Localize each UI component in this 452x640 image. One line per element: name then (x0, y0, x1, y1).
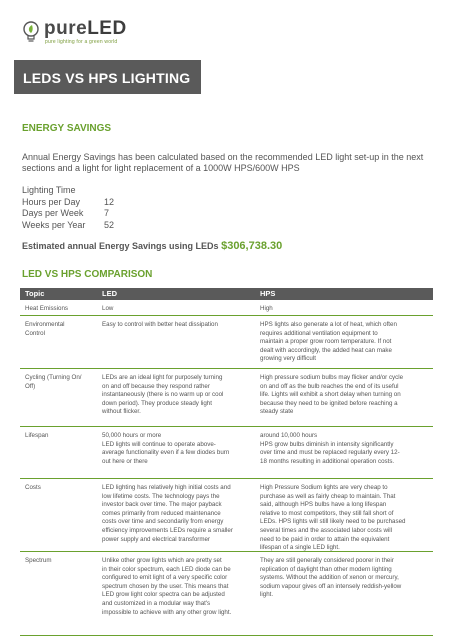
cell-text-line: on and off as the bulb reaches the end of its useful (260, 382, 399, 390)
lighting-time-row-label: Hours per Day (22, 196, 81, 207)
cell-text-line: efficiency improvements LEDs require a smaller (102, 526, 233, 534)
column-header-topic: Topic (25, 289, 45, 298)
cell-text-line: several times and the associated labor costs will (260, 526, 393, 534)
cell-text-line: power supply and electrical transformer (102, 535, 210, 543)
cell-text-line: replication of daylight than other modern lighting (260, 565, 392, 573)
cell-text-line: life. Lights will exhibit a short delay when turning on (260, 391, 401, 399)
cell-text-line: without flicker. (102, 408, 141, 416)
cell-text-line: Cycling (Turning On/ (25, 374, 82, 381)
cell-text-line: Off) (25, 382, 36, 390)
lighting-time-row-label: Weeks per Year (22, 219, 86, 230)
cell-text-line: Unlike other grow lights which are pretty set (102, 557, 222, 564)
cell-text-line: growing very difficult (260, 355, 316, 363)
cell-text-line: steady state (260, 408, 294, 416)
cell-text-line: High Pressure Sodium lights are very cheap to (260, 484, 388, 491)
savings-label: Estimated annual Energy Savings using LEDs (22, 241, 219, 251)
lighting-time-row-value: 52 (104, 219, 115, 230)
cell-text-line: LED lighting has relatively high initial costs and (102, 484, 231, 491)
cell-text-line: maintain a proper grow room temperature. If not (260, 338, 392, 346)
table-row (20, 427, 433, 479)
savings-amount: $306,738.30 (221, 240, 283, 252)
table-cell-topic (25, 321, 97, 338)
cell-text-line: HPS grow bulbs diminish in intensity significantly (260, 440, 394, 448)
cell-text-line: Spectrum (25, 557, 52, 564)
table-row (20, 369, 433, 427)
cell-text-line: over time and must be replaced regularly every 12- (260, 449, 400, 457)
cell-text-line: Low (102, 305, 114, 312)
cell-text-line: Easy to control with better heat dissipation (102, 321, 218, 328)
table-cell-hps (260, 557, 430, 600)
cell-text-line: High pressure sodium bulbs may flicker and/or cycle (260, 374, 404, 381)
column-header-led: LED (102, 289, 117, 298)
savings-summary (22, 240, 282, 252)
cell-text-line: LED lights will continue to operate above- (102, 440, 216, 448)
table-body (20, 300, 433, 636)
logo (22, 18, 222, 50)
table-cell-hps (260, 321, 430, 364)
cell-text-line: LEDs. HPS lights will still likely need to be purchased (260, 518, 406, 526)
cell-text-line: need to be paid in order to attain the equivalent (260, 535, 390, 543)
page-title: LEDS VS HPS LIGHTING (23, 70, 191, 86)
energy-savings-heading: ENERGY SAVINGS (22, 123, 112, 134)
cell-text-line: Control (25, 329, 45, 337)
table-cell-led (102, 374, 252, 417)
column-header-hps: HPS (260, 289, 276, 298)
cell-text-line: systems. Without the addition of xenon or mercury, (260, 574, 399, 582)
lighting-time-row-value: 12 (104, 196, 115, 207)
table-cell-hps (260, 374, 430, 417)
cell-text-line: lifespan of a single LED light. (260, 544, 340, 552)
cell-text-line: Lifespan (25, 432, 49, 439)
cell-text-line: Heat Emissions (25, 305, 68, 312)
cell-text-line: purchase as well as fairly cheap to maintain. That (260, 492, 396, 500)
table-header (20, 288, 433, 300)
table-cell-led (102, 484, 252, 544)
cell-text-line: requires additional ventilation equipment to (260, 329, 378, 337)
lighting-time-row-label: Days per Week (22, 208, 84, 218)
table-cell-topic (25, 374, 97, 391)
brand-name-part1: pure (44, 18, 88, 39)
lighting-time-label: Lighting Time (22, 185, 76, 195)
cell-text-line: light. (260, 591, 274, 599)
table-cell-led (102, 305, 252, 314)
cell-text-line: Costs (25, 484, 41, 491)
table-cell-led (102, 557, 252, 617)
cell-text-line: relative to most competitors, they still fall short of (260, 509, 394, 517)
table-cell-led (102, 321, 252, 330)
table-cell-hps (260, 305, 430, 314)
cell-text-line: because they need to be ignited before reaching a (260, 399, 398, 407)
table-cell-topic (25, 557, 97, 566)
brand-name-part2: LED (87, 18, 127, 39)
lighting-time-row-value: 7 (104, 208, 110, 218)
table-cell-topic (25, 305, 97, 314)
cell-text-line: out here or there (102, 457, 148, 465)
table-row (20, 479, 433, 552)
cell-text-line: in their color spectrum, each LED diode can be (102, 565, 231, 573)
cell-text-line: dealt with accordingly, the added heat can make (260, 346, 392, 354)
cell-text-line: HPS lights also generate a lot of heat, which often (260, 321, 397, 328)
cell-text-line: Environmental (25, 321, 65, 328)
comparison-heading: LED VS HPS COMPARISON (22, 269, 153, 280)
table-cell-topic (25, 484, 97, 493)
cell-text-line: impossible to achieve with any other grow light. (102, 608, 232, 616)
cell-text-line: said, although HPS bulbs have a long lifespan (260, 501, 387, 509)
table-cell-hps (260, 484, 430, 553)
cell-text-line: High (260, 305, 273, 312)
cell-text-line: and customized in a modular way that's (102, 599, 211, 607)
cell-text-line: They are still generally considered poorer in their (260, 557, 394, 564)
brand-name (44, 18, 127, 40)
table-cell-hps (260, 432, 430, 466)
energy-intro-text: Annual Energy Savings has been calculated based on the recommended LED light set-up in the next sections and a light for light replacement of a 1000W HPS/600W HPS (22, 152, 424, 173)
table-row (20, 552, 433, 636)
cell-text-line: LEDs are an ideal light for purposely turning (102, 374, 223, 381)
cell-text-line: costs over time and secondarily from energy (102, 518, 224, 526)
cell-text-line: investor back over time. The major payback (102, 501, 222, 509)
title-banner (14, 60, 201, 94)
comparison-table (20, 288, 433, 636)
cell-text-line: configured to emit light of a very specific color (102, 574, 228, 582)
table-row (20, 300, 433, 316)
table-cell-led (102, 432, 252, 466)
cell-text-line: on and off because they respond rather (102, 382, 210, 390)
table-cell-topic (25, 432, 97, 441)
cell-text-line: 18 months resulting in additional operation costs. (260, 457, 395, 465)
brand-tagline: pure lighting for a green world (45, 39, 118, 45)
cell-text-line: low lifetime costs. The technology pays the (102, 492, 220, 500)
cell-text-line: 50,000 hours or more (102, 432, 162, 439)
cell-text-line: instantaneously (there is no warm up or cool (102, 391, 224, 399)
cell-text-line: down period). They produce steady light (102, 399, 212, 407)
table-row (20, 316, 433, 369)
cell-text-line: around 10,000 hours (260, 432, 318, 439)
cell-text-line: comes primarily from reduced maintenance (102, 509, 221, 517)
cell-text-line: LED grow light color spectra can be adjusted (102, 591, 225, 599)
lightbulb-leaf-icon (22, 20, 40, 44)
cell-text-line: average functionality even if a few diodes burn (102, 449, 230, 457)
cell-text-line: sodium vapour gives off an intensely reddish-yellow (260, 582, 402, 590)
cell-text-line: spectrum chosen by the user. This means that (102, 582, 229, 590)
